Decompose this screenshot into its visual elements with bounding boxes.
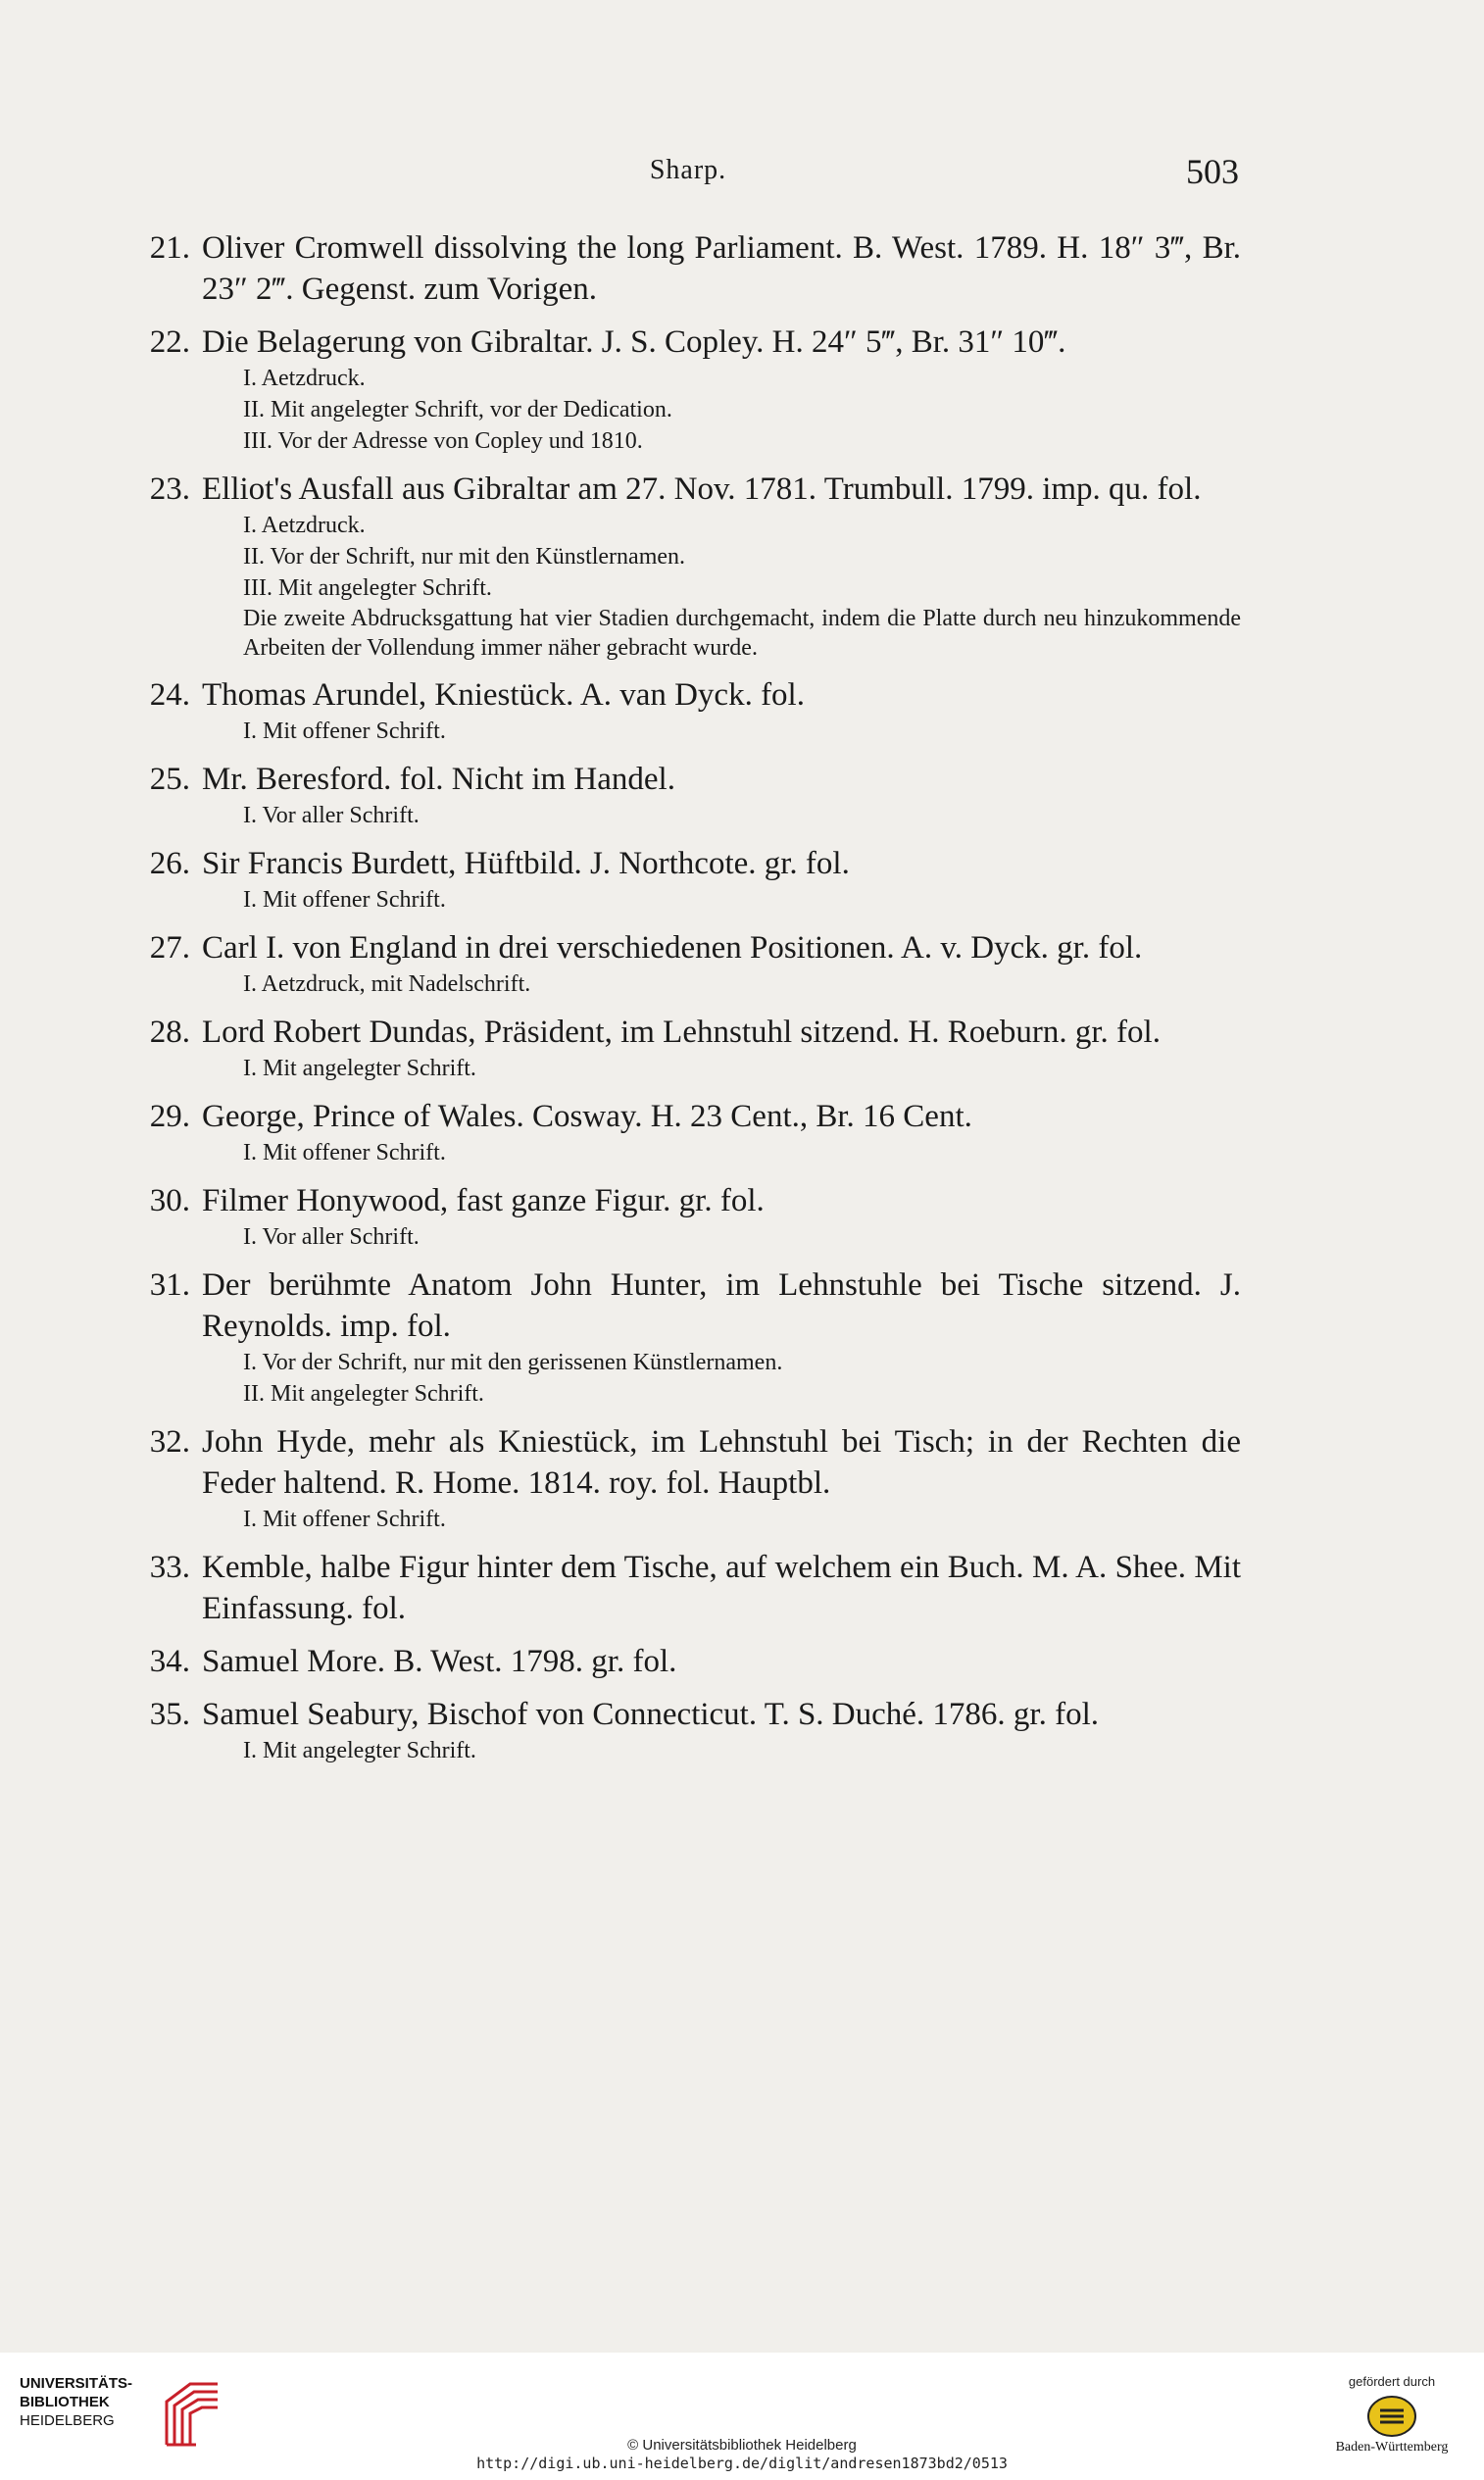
state-crest-icon (1366, 2395, 1417, 2438)
entry-number: 30. (149, 1183, 190, 1218)
entry-title: Mr. Beresford. fol. Nicht im Handel. (202, 762, 675, 797)
entry-title: Oliver Cromwell dissolving the long Parliament. B. West. 1789. H. 18″ 3‴, Br. 23″ 2‴. Gegenst. zum Vorigen. (202, 230, 1241, 307)
catalogue-entry (135, 1096, 1241, 1168)
library-name-line-2: BIBLIOTHEK (20, 2394, 110, 2410)
catalogue-entry (135, 1694, 1241, 1766)
catalogue-entry (135, 927, 1241, 1000)
catalogue-entry (135, 1547, 1241, 1629)
entry-title: Lord Robert Dundas, Präsident, im Lehnstuhl sitzend. H. Roeburn. gr. fol. (202, 1015, 1161, 1050)
entry-title: Elliot's Ausfall aus Gibraltar am 27. Nov. 1781. Trumbull. 1799. imp. qu. fol. (202, 471, 1202, 507)
entry-state: I. Mit offener Schrift. (243, 887, 446, 913)
entry-state: I. Mit angelegter Schrift. (243, 1056, 476, 1081)
entry-state: II. Mit angelegter Schrift. (243, 1381, 484, 1407)
catalogue-entry (135, 674, 1241, 747)
entry-state: I. Vor der Schrift, nur mit den gerissenen Künstlernamen. (243, 1350, 783, 1375)
entry-state: I. Aetzdruck. (243, 513, 366, 538)
catalogue-entry (135, 469, 1241, 663)
entry-number: 21. (149, 230, 190, 266)
entry-number: 25. (149, 762, 190, 797)
entry-number: 33. (149, 1550, 190, 1585)
entry-state: II. Mit angelegter Schrift, vor der Dedication. (243, 397, 672, 422)
catalogue-entry (135, 322, 1241, 457)
entry-number: 28. (149, 1015, 190, 1050)
funding-label: gefördert durch (1348, 2374, 1436, 2389)
entry-state: I. Vor aller Schrift. (243, 803, 420, 828)
catalogue-entry (135, 1641, 1241, 1682)
entry-number: 35. (149, 1697, 190, 1732)
catalogue-entry (135, 1421, 1241, 1535)
entry-title: Kemble, halbe Figur hinter dem Tische, auf welchem ein Buch. M. A. Shee. Mit Einfassung. fol. (202, 1550, 1241, 1626)
entry-number: 22. (149, 324, 190, 360)
entry-number: 24. (149, 677, 190, 713)
funding-state-name: Baden-Württemberg (1335, 2440, 1449, 2455)
entry-state: I. Mit offener Schrift. (243, 1507, 446, 1532)
entry-title: Der berühmte Anatom John Hunter, im Lehnstuhle bei Tische sitzend. J. Reynolds. imp. fol. (202, 1267, 1241, 1344)
entry-state: III. Vor der Adresse von Copley und 1810. (243, 428, 643, 454)
library-name-line-3: HEIDELBERG (20, 2412, 115, 2429)
catalogue-entry (135, 227, 1241, 310)
entry-number: 34. (149, 1644, 190, 1679)
source-url-link[interactable]: http://digi.ub.uni-heidelberg.de/diglit/andresen1873bd2/0513 (476, 2455, 1008, 2472)
entry-title: Thomas Arundel, Kniestück. A. van Dyck. fol. (202, 677, 805, 713)
page-header (137, 152, 1239, 204)
catalogue-entry (135, 843, 1241, 916)
entry-state: III. Mit angelegter Schrift. (243, 575, 492, 601)
entry-title: Samuel Seabury, Bischof von Connecticut. T. S. Duché. 1786. gr. fol. (202, 1697, 1100, 1732)
entry-title: Die Belagerung von Gibraltar. J. S. Copley. H. 24″ 5‴, Br. 31″ 10‴. (202, 324, 1066, 360)
entry-title: Sir Francis Burdett, Hüftbild. J. Northcote. gr. fol. (202, 846, 850, 881)
entry-state: I. Mit angelegter Schrift. (243, 1738, 476, 1763)
library-name-line-1: UNIVERSITÄTS- (20, 2375, 133, 2392)
entry-state: I. Vor aller Schrift. (243, 1224, 420, 1250)
entry-state: I. Mit offener Schrift. (243, 1140, 446, 1166)
entry-note: Die zweite Abdrucksgattung hat vier Stadien durchgemacht, indem die Platte durch neu hinzukommende Arbeiten der Vollendung immer näher gebracht wurde. (243, 606, 1241, 661)
page-footer (0, 2353, 1484, 2480)
library-name (20, 2374, 132, 2430)
entry-number: 29. (149, 1099, 190, 1134)
funding-badge[interactable] (1323, 2374, 1460, 2472)
catalogue-entry (135, 1180, 1241, 1253)
entry-title: Filmer Honywood, fast ganze Figur. gr. fol. (202, 1183, 765, 1218)
page-number: 503 (1186, 152, 1239, 191)
entry-state: II. Vor der Schrift, nur mit den Künstlernamen. (243, 544, 686, 570)
entry-title: George, Prince of Wales. Cosway. H. 23 Cent., Br. 16 Cent. (202, 1099, 972, 1134)
entry-state: I. Aetzdruck. (243, 366, 366, 391)
catalogue-entry (135, 1265, 1241, 1410)
entry-number: 26. (149, 846, 190, 881)
copyright-notice: © Universitätsbibliothek Heidelberg (627, 2437, 857, 2454)
entry-title: Samuel More. B. West. 1798. gr. fol. (202, 1644, 677, 1679)
running-title: Sharp. (649, 155, 727, 185)
entry-title: John Hyde, mehr als Kniestück, im Lehnstuhl bei Tisch; in der Rechten die Feder haltend. R. Home. 1814. roy. fol. Hauptbl. (202, 1424, 1241, 1501)
entry-state: I. Aetzdruck, mit Nadelschrift. (243, 971, 531, 997)
entry-number: 32. (149, 1424, 190, 1460)
catalogue-entry (135, 1012, 1241, 1084)
entry-number: 23. (149, 471, 190, 507)
entry-number: 31. (149, 1267, 190, 1303)
entry-title: Carl I. von England in drei verschiedenen Positionen. A. v. Dyck. gr. fol. (202, 930, 1143, 966)
entry-number: 27. (149, 930, 190, 966)
catalogue-entry (135, 759, 1241, 831)
entry-state: I. Mit offener Schrift. (243, 719, 446, 744)
catalogue-entries (135, 227, 1241, 1778)
